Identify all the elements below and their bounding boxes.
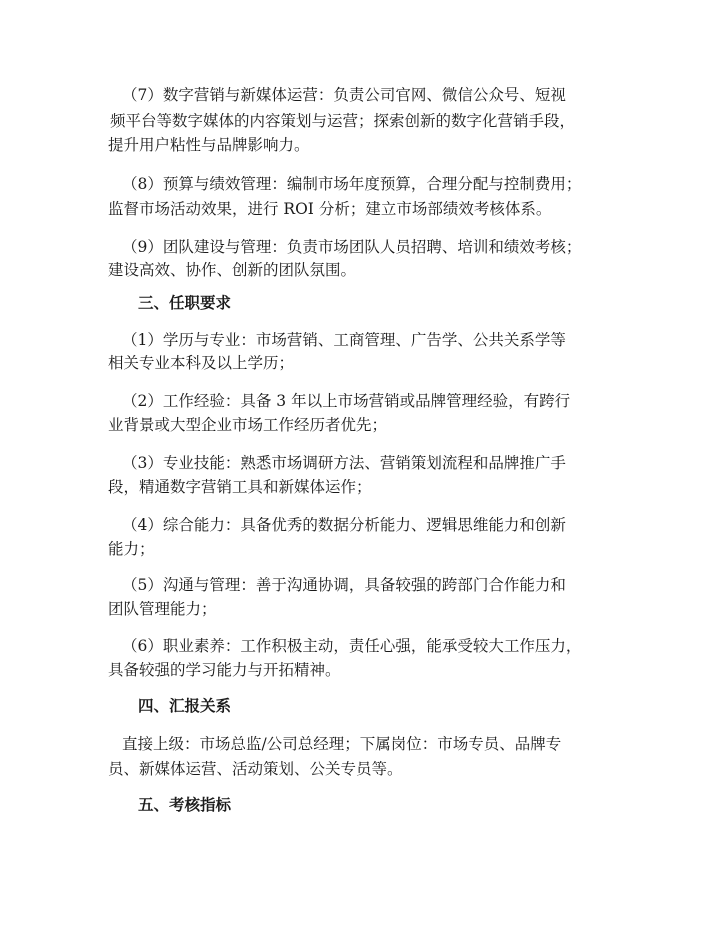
req-4-line-1: （4）综合能力：具备优秀的数据分析能力、逻辑思维能力和创新 — [122, 516, 566, 534]
para-9-line-1: （9）团队建设与管理：负责市场团队人员招聘、培训和绩效考核； — [122, 238, 582, 256]
req-5-line-2: 团队管理能力； — [108, 600, 217, 618]
heading-assessment: 五、考核指标 — [138, 795, 232, 814]
req-1-line-2: 相关专业本科及以上学历； — [108, 354, 295, 372]
para-9-line-2: 建设高效、协作、创新的团队氛围。 — [108, 261, 357, 279]
req-1-line-1: （1）学历与专业：市场营销、工商管理、广告学、公共关系学等 — [122, 331, 566, 349]
reporting-line-1: 直接上级：市场总监/公司总经理；下属岗位：市场专员、品牌专 — [122, 735, 562, 753]
para-8-line-1: （8）预算与绩效管理：编制市场年度预算，合理分配与控制费用； — [122, 175, 582, 193]
req-2-line-2: 业背景或大型企业市场工作经历者优先； — [108, 416, 388, 434]
req-6-line-2: 具备较强的学习能力与开拓精神。 — [108, 661, 341, 679]
req-5-line-1: （5）沟通与管理：善于沟通协调，具备较强的跨部门合作能力和 — [122, 576, 566, 594]
heading-requirements: 三、任职要求 — [138, 293, 232, 312]
para-8-line-2: 监督市场活动效果，进行 ROI 分析；建立市场部绩效考核体系。 — [108, 200, 552, 218]
req-3-line-2: 段，精通数字营销工具和新媒体运作； — [108, 478, 372, 496]
para-7-line-1: （7）数字营销与新媒体运营：负责公司官网、微信公众号、短视 — [122, 86, 566, 104]
req-6-line-1: （6）职业素养：工作积极主动，责任心强，能承受较大工作压力， — [122, 637, 582, 655]
req-3-line-1: （3）专业技能：熟悉市场调研方法、营销策划流程和品牌推广手 — [122, 454, 566, 472]
para-7-line-2: 频平台等数字媒体的内容策划与运营；探索创新的数字化营销手段， — [110, 112, 576, 130]
req-4-line-2: 能力； — [108, 540, 155, 558]
heading-reporting: 四、汇报关系 — [138, 696, 232, 715]
req-2-line-1: （2）工作经验：具备 3 年以上市场营销或品牌管理经验，有跨行 — [122, 392, 571, 410]
reporting-line-2: 员、新媒体运营、活动策划、公关专员等。 — [108, 760, 403, 778]
para-7-line-3: 提升用户粘性与品牌影响力。 — [108, 136, 310, 154]
